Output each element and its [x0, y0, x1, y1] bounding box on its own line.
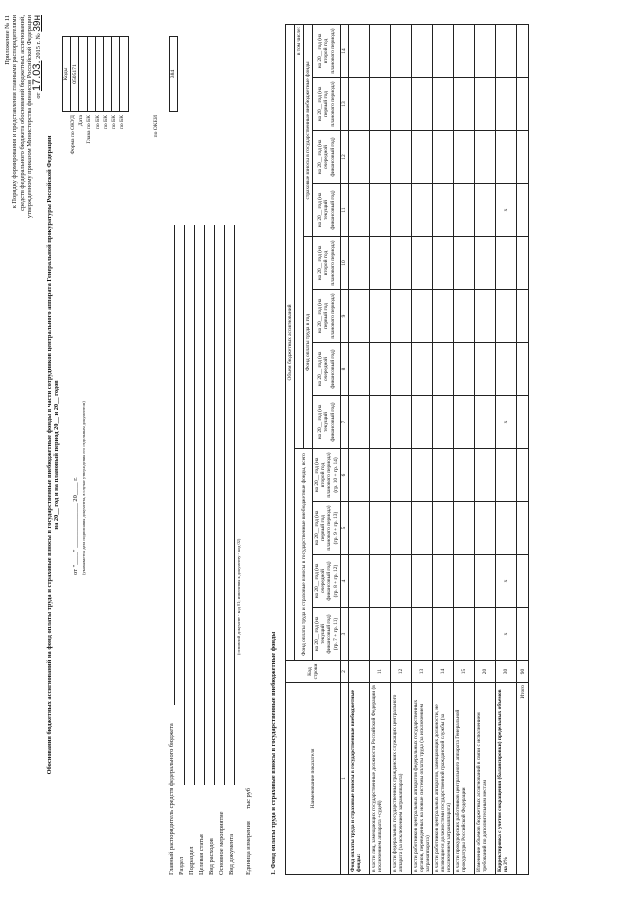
value-cell [454, 343, 475, 396]
value-cell: x [496, 396, 517, 449]
value-cell [348, 396, 369, 449]
row-code-cell: 30 [496, 661, 517, 683]
value-cell [369, 608, 390, 661]
value-cell [348, 24, 369, 77]
value-cell [496, 131, 517, 184]
field-event-line [224, 225, 225, 785]
value-cell [411, 184, 432, 237]
value-cell [517, 555, 529, 608]
value-cell [496, 290, 517, 343]
col-header: на 20__ год (на текущий финансовый год) [313, 184, 340, 237]
value-cell [411, 555, 432, 608]
value-cell [475, 237, 496, 290]
code-cell [112, 37, 120, 112]
document-heading [46, 65, 61, 845]
row-name-cell: в части лиц, замещающих государственные должности Российской Федерации (в исключением аппарата +судей) [369, 683, 390, 875]
field-section-label: Раздел [178, 856, 185, 875]
value-cell [475, 78, 496, 131]
header-insurance: страховые взносы в государственные внебюджетные фонды [304, 24, 313, 236]
value-cell [454, 608, 475, 661]
value-cell [390, 78, 411, 131]
value-cell [369, 131, 390, 184]
col-number: 5 [340, 502, 348, 555]
value-cell [496, 449, 517, 502]
col-number: 6 [340, 449, 348, 502]
header-fot-year: Фонд оплаты труда в год [304, 237, 313, 449]
value-cell [432, 449, 453, 502]
field-chief-line [174, 225, 175, 705]
heading-line-2: на 20__ год и на плановый период 20__ и 20__ годов [53, 380, 61, 530]
value-cell [348, 184, 369, 237]
value-cell [496, 78, 517, 131]
field-target-label: Целевая статья [198, 834, 205, 875]
value-cell [517, 449, 529, 502]
value-cell [369, 502, 390, 555]
value-cell [348, 290, 369, 343]
value-cell [454, 237, 475, 290]
col-header: на 20__ год (на второй год планового периода) (гр. 10 + гр. 14) [313, 449, 340, 502]
appendix-block [4, 15, 42, 345]
value-cell [475, 290, 496, 343]
field-expense-label: Вид расходов [208, 838, 215, 875]
code-cell [103, 37, 111, 112]
value-cell [454, 502, 475, 555]
value-cell [517, 24, 529, 77]
value-cell [517, 290, 529, 343]
header-including: в том числе: [295, 24, 304, 448]
row-name-cell: в части прокурорских работников центрального аппарата Генеральной прокуратуры Российской Федерации [454, 683, 475, 875]
value-cell [432, 237, 453, 290]
value-cell [475, 184, 496, 237]
value-cell [475, 608, 496, 661]
code-label: по БК [119, 115, 126, 130]
row-name-cell: Фонд оплаты труда и страховые взносы в государственные внебюджетные фонды: [348, 683, 369, 875]
col-number: 14 [340, 24, 348, 77]
code-label: по БК [94, 115, 101, 130]
row-name-cell: Итого [517, 683, 529, 875]
appendix-line-1: к Порядку формирования и представления главными распорядителями [11, 15, 19, 209]
value-cell [348, 449, 369, 502]
value-cell [454, 290, 475, 343]
col-header: на 20__ год (на очередной финансовый год) (гр. 8 + гр. 12) [313, 555, 340, 608]
value-cell [517, 237, 529, 290]
row-name-cell: в части работников центральных аппаратов федеральных государственных органов, переведенных на новые системы оплаты труда (за исключением загранаппарата) [411, 683, 432, 875]
row-code-cell: 90 [517, 661, 529, 683]
value-cell [517, 78, 529, 131]
table-row [454, 24, 475, 874]
field-subsection-label: Подраздел [188, 846, 195, 875]
value-cell [432, 290, 453, 343]
value-cell [369, 343, 390, 396]
row-code-cell: 14 [432, 661, 453, 683]
value-cell [348, 343, 369, 396]
value-cell [454, 78, 475, 131]
row-name-cell: Корректировка с учетом сокращения (балансировки) предельных объемов на 3% [496, 683, 517, 875]
value-cell [390, 555, 411, 608]
row-code-cell: 15 [454, 661, 475, 683]
value-cell [432, 555, 453, 608]
heading-line-1: Обоснования бюджетных ассигнований на фонд оплаты труда и страховые взносы в государственные внебюджетные фонды в части сотрудников центрального аппарата Генеральной прокуратуры Российской Федерации [46, 135, 53, 775]
codes-labels [69, 115, 126, 205]
col-number: 4 [340, 555, 348, 608]
section-title: 1. Фонд оплаты труда и страховые взносы в государственные внебюджетные фонды [270, 631, 277, 875]
row-name-cell: Изменение объемов бюджетных ассигнований в связи с исполнением требований по дополнительным местам [475, 683, 496, 875]
value-cell [475, 24, 496, 77]
field-target-line [204, 225, 205, 785]
value-cell [496, 237, 517, 290]
codes-header: Коды [63, 37, 71, 112]
header-fot-insurance: Фонд оплаты труда и страховые взносы в государственные внебюджетные фонды, всего [295, 449, 313, 661]
value-cell [369, 184, 390, 237]
value-cell [517, 502, 529, 555]
value-cell [454, 24, 475, 77]
col-header: на 20__ год (на второй год планового периода) [313, 24, 340, 77]
value-cell [432, 502, 453, 555]
col-header: на 20__ год (на первый год планового периода) [313, 78, 340, 131]
value-cell [390, 396, 411, 449]
col-header: на 20__ год (на очередной финансовый год) [313, 343, 340, 396]
value-cell [369, 237, 390, 290]
value-cell [411, 290, 432, 343]
value-cell [432, 78, 453, 131]
value-cell [517, 608, 529, 661]
header-code: Код строки [286, 661, 341, 683]
value-cell [432, 24, 453, 77]
value-cell [369, 24, 390, 77]
value-cell [390, 290, 411, 343]
col-number: 10 [340, 237, 348, 290]
value-cell [411, 131, 432, 184]
header-volume: Объем бюджетных ассигнований [286, 24, 295, 660]
table-row [496, 24, 517, 874]
field-unit-label: Единица измерения [245, 821, 252, 875]
value-cell [390, 237, 411, 290]
date-note: (указывается дата подписания документа, в случае утверждения его отдельным документом) [81, 401, 86, 575]
codes-table [62, 36, 178, 112]
value-cell [432, 343, 453, 396]
value-cell [390, 184, 411, 237]
appendix-line-2: средств федерального бюджета обоснований бюджетных ассигнований, [18, 15, 26, 211]
value-cell [496, 343, 517, 396]
value-cell [454, 555, 475, 608]
date-line: от "____" ______________ 20____ г. [72, 477, 79, 575]
value-cell [348, 237, 369, 290]
code-cell [95, 37, 103, 112]
code-cell: 0505171 [71, 37, 79, 112]
value-cell [475, 131, 496, 184]
table-row [348, 24, 369, 874]
value-cell [369, 396, 390, 449]
okei-code-cell: 384 [169, 37, 177, 112]
code-label: Глава по БК [86, 115, 93, 144]
col-header: на 20__ год (на очередной финансовый год) [313, 131, 340, 184]
value-cell [348, 131, 369, 184]
value-cell [432, 131, 453, 184]
table-row [390, 24, 411, 874]
code-label: по БК [102, 115, 109, 130]
code-cell [120, 37, 128, 112]
field-doctype-label: Вид документа [228, 833, 235, 875]
okei-label: по ОКЕИ [153, 115, 159, 138]
value-cell [411, 396, 432, 449]
appendix-order: от 17.03. 2015 г. № 39н [30, 15, 43, 99]
value-cell [348, 608, 369, 661]
col-number: 13 [340, 78, 348, 131]
table-row [411, 24, 432, 874]
value-cell [496, 24, 517, 77]
main-table [285, 24, 529, 875]
value-cell [369, 555, 390, 608]
field-section-line [184, 225, 185, 785]
value-cell [475, 449, 496, 502]
main-table-body [348, 24, 529, 874]
field-doctype-line [234, 225, 235, 785]
value-cell [411, 608, 432, 661]
value-cell [454, 396, 475, 449]
col-number: 12 [340, 131, 348, 184]
appendix-title: Приложение № 11 [4, 15, 11, 65]
value-cell: x [496, 555, 517, 608]
code-label: по БК [110, 115, 117, 130]
value-cell [454, 449, 475, 502]
value-cell [475, 502, 496, 555]
row-code-cell: 13 [411, 661, 432, 683]
value-cell [348, 502, 369, 555]
table-row [517, 24, 529, 874]
value-cell [432, 608, 453, 661]
value-cell [411, 237, 432, 290]
value-cell [390, 343, 411, 396]
value-cell [432, 396, 453, 449]
value-cell [411, 78, 432, 131]
col-number: 2 [340, 661, 348, 683]
table-row [369, 24, 390, 874]
value-cell [454, 184, 475, 237]
value-cell [390, 502, 411, 555]
row-code-cell: 12 [390, 661, 411, 683]
code-cell [79, 37, 87, 112]
appendix-line-3: утвержденному приказом Министерства финансов Российской Федерации [26, 15, 34, 219]
row-code-cell [348, 661, 369, 683]
col-header: на 20__ год (на текущий финансовый год) [313, 396, 340, 449]
field-doctype-note: (основной документ - код 01; изменения к документу - код 02) [236, 538, 241, 655]
value-cell: x [496, 184, 517, 237]
code-label: Дата [78, 115, 85, 127]
col-number: 9 [340, 290, 348, 343]
value-cell [517, 343, 529, 396]
field-chief-label: Главный распорядитель средств федерального бюджета [168, 723, 175, 875]
code-cell [87, 37, 95, 112]
col-header: на 20__ год (на второй год планового периода) [313, 237, 340, 290]
field-event-label: Основное мероприятие [218, 811, 225, 875]
field-expense-line [214, 225, 215, 785]
col-number: 8 [340, 343, 348, 396]
code-label: Форма по ОКУД [70, 115, 76, 155]
value-cell [411, 24, 432, 77]
row-code-cell: 11 [369, 661, 390, 683]
value-cell [348, 555, 369, 608]
value-cell [411, 343, 432, 396]
row-name-cell: в части работников центральных аппаратов, замещающих должности, не являющиеся должностями государственной гражданской службы (за исключением загранаппарата) [432, 683, 453, 875]
value-cell [432, 184, 453, 237]
col-number: 11 [340, 184, 348, 237]
value-cell [454, 131, 475, 184]
value-cell [475, 396, 496, 449]
value-cell [390, 449, 411, 502]
value-cell [475, 343, 496, 396]
value-cell [411, 449, 432, 502]
col-header: на 20__ год (на первый год планового периода) (гр. 9 + гр. 13) [313, 502, 340, 555]
value-cell [369, 78, 390, 131]
value-cell [369, 290, 390, 343]
value-cell [390, 608, 411, 661]
field-subsection-line [194, 225, 195, 785]
value-cell [411, 502, 432, 555]
col-header: на 20__ год (на первый год планового периода) [313, 290, 340, 343]
value-cell: x [496, 608, 517, 661]
value-cell [390, 131, 411, 184]
value-cell [369, 449, 390, 502]
value-cell [390, 24, 411, 77]
col-number: 1 [340, 683, 348, 875]
value-cell [517, 131, 529, 184]
value-cell [348, 78, 369, 131]
row-code-cell: 20 [475, 661, 496, 683]
value-cell [517, 396, 529, 449]
order-date: 17.03. [30, 60, 43, 92]
value-cell [475, 555, 496, 608]
order-number: 39н [31, 15, 43, 32]
row-name-cell: в части федеральных государственных гражданских служащих центрального аппарата (за исключением загранаппарата) [390, 683, 411, 875]
value-cell [496, 502, 517, 555]
field-unit-value: тыс руб [245, 788, 252, 809]
header-name: Наименование показателя [286, 683, 341, 875]
col-number: 7 [340, 396, 348, 449]
table-row [432, 24, 453, 874]
table-row [475, 24, 496, 874]
col-number: 3 [340, 608, 348, 661]
value-cell [517, 184, 529, 237]
col-header: на 20__ год (на текущий финансовый год) (гр. 7 + гр. 11) [313, 608, 340, 661]
